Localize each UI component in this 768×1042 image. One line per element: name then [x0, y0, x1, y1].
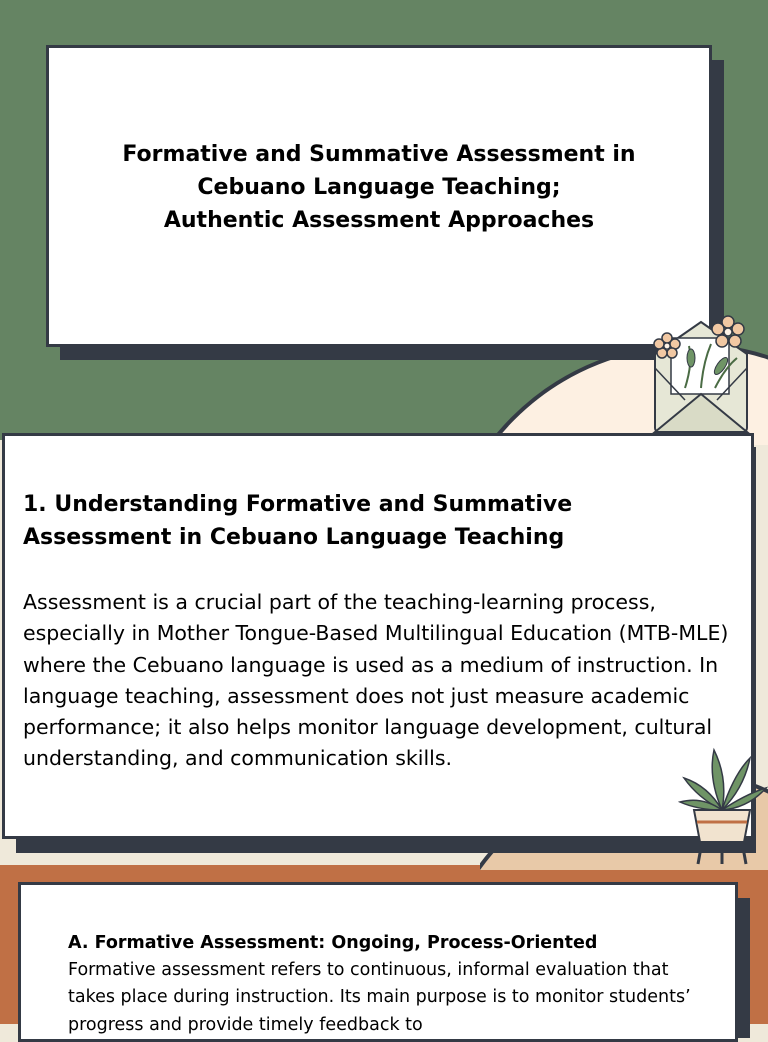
formative-card [18, 882, 738, 1042]
envelope-flower-icon [645, 308, 755, 436]
formative-body-text: Formative assessment refers to continuous, informal evaluation that takes place during instruction. Its main purpose is to monitor students’ progress and provide timely feedback to [68, 960, 691, 1035]
title-card [46, 45, 712, 347]
page-title: Formative and Summative Assessment in Cebuano Language Teaching; Authentic Assessment Approaches [122, 142, 636, 233]
section-heading: 1. Understanding Formative and Summative Assessment in Cebuano Language Teaching [23, 492, 573, 550]
potted-plant-icon [678, 738, 768, 866]
section-body-text: Assessment is a crucial part of the teaching-learning process, especially in Mother Tongue-Based Multilingual Education (MTB-MLE) where the Cebuano language is used as a medium of instruction. In language teaching, assessment does not just measure academic performance; it also helps monitor language development, cultural understanding, and communication skills. [23, 590, 729, 771]
section-card [2, 433, 754, 839]
formative-heading: A. Formative Assessment: Ongoing, Process-Oriented [68, 933, 598, 953]
